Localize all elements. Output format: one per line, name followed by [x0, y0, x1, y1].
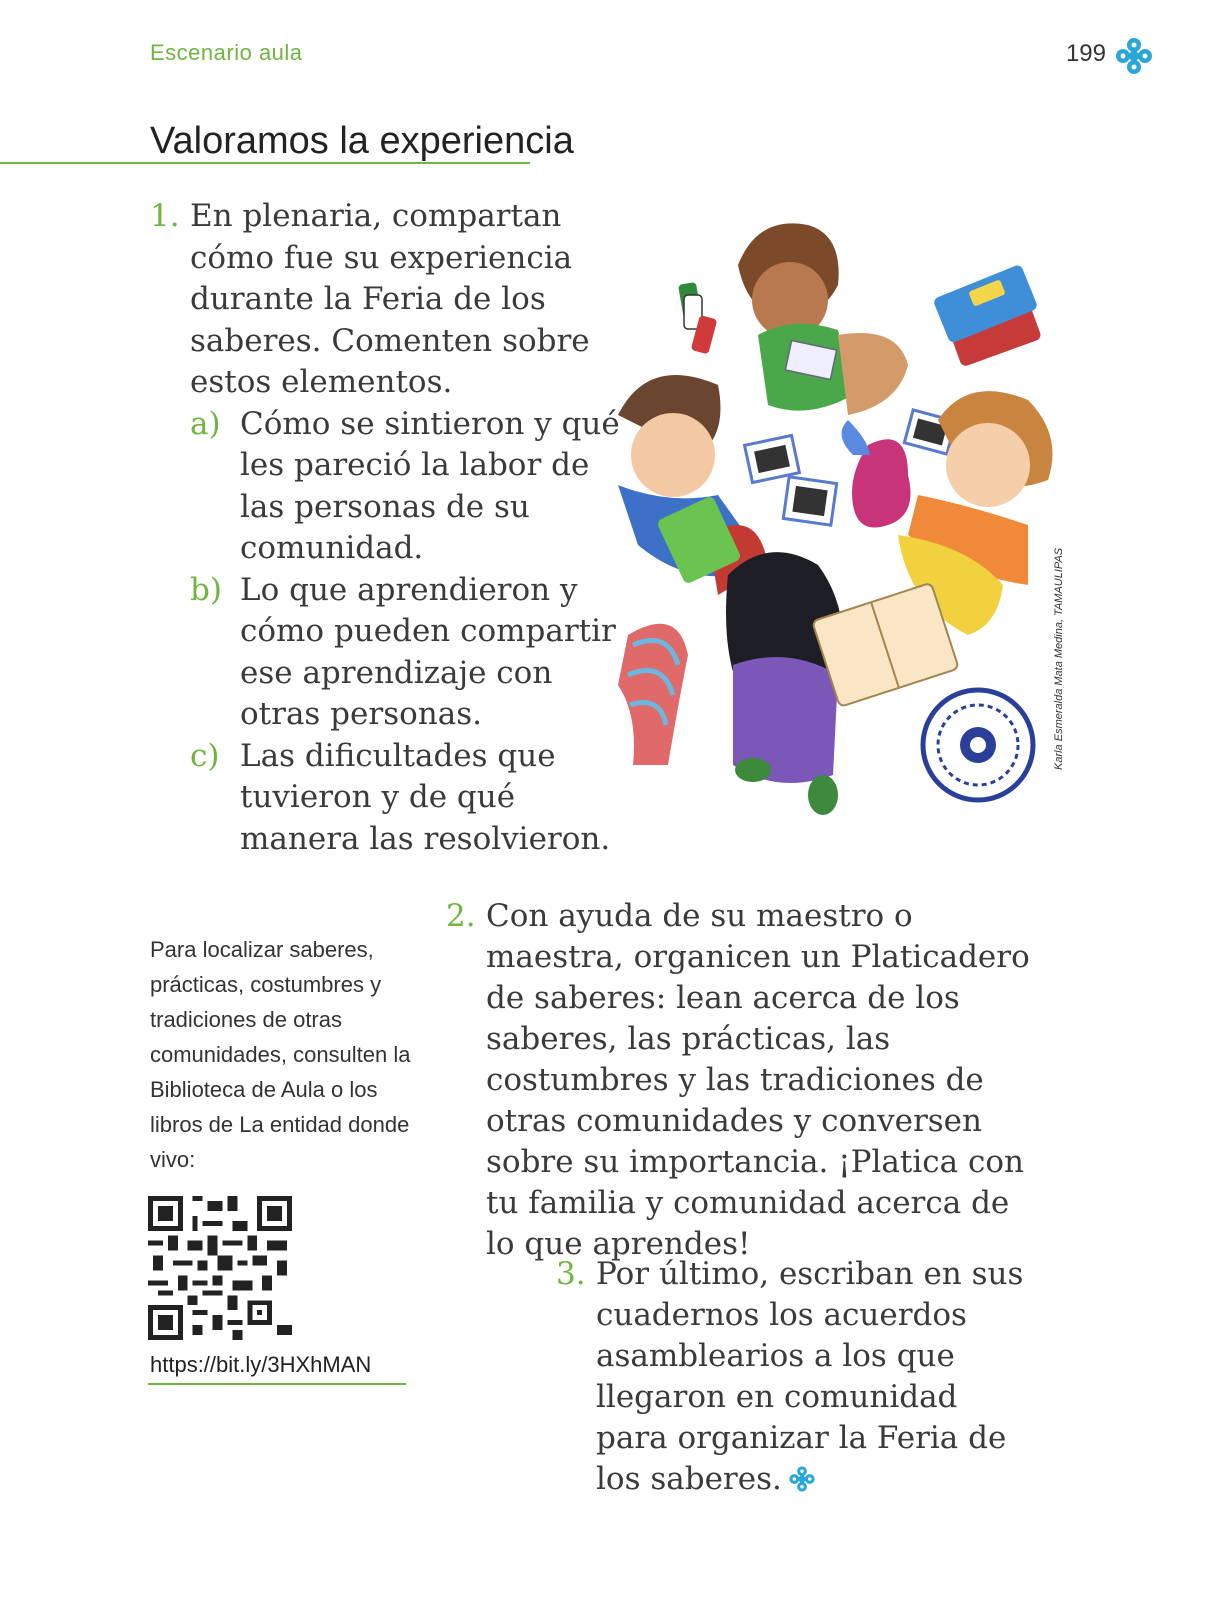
activity-2	[446, 896, 1046, 1265]
title-underline	[0, 162, 530, 164]
activity-text: Con ayuda de su maestro o maestra, organicen un Platicadero de saberes: lean acerca de los saberes, las prácticas, las costumbres y las tradiciones de otras comunidades y conversen sobre su importancia. ¡Platica con tu familia y comunidad acerca de lo que aprendes!	[486, 898, 1030, 1262]
girl-bottom	[726, 552, 959, 815]
subitem-letter: c)	[190, 737, 220, 774]
activity-text-container	[596, 1254, 1036, 1500]
subitem-b	[190, 570, 620, 736]
books-stack	[932, 264, 1042, 368]
sidebar-note: Para localizar saberes, prácticas, costumbres y tradiciones de otras comunidades, consulten la Biblioteca de Aula o los libros de La entidad donde vivo:	[150, 937, 411, 1172]
talavera-plate	[923, 690, 1033, 800]
subitem-a	[190, 404, 620, 570]
activity-text: En plenaria, compartan cómo fue su experiencia durante la Feria de los saberes. Comenten sobre estos elementos.	[190, 198, 590, 400]
subitem-text: Cómo se sintieron y qué les pareció la labor de las personas de su comunidad.	[240, 405, 620, 566]
activity-1	[150, 196, 620, 860]
section-label: Escenario aula	[150, 40, 303, 65]
qr-code[interactable]	[148, 1196, 292, 1340]
activity-number: 1.	[150, 198, 180, 234]
activity-number: 3.	[556, 1256, 586, 1292]
activity-text: Por último, escriban en sus cuadernos los acuerdos asamblearios a los que llegaron en comunidad para organizar la Feria de los saberes.	[596, 1256, 1024, 1497]
girl-top	[738, 223, 908, 415]
subitem-text: Lo que aprendieron y cómo pueden compartir ese aprendizaje con otras personas.	[240, 571, 616, 732]
page-number: 199	[1065, 40, 1106, 67]
subitem-letter: b)	[190, 571, 222, 608]
link-underline	[148, 1383, 406, 1385]
flower-icon	[1114, 36, 1154, 76]
children-reading-illustration	[608, 205, 1063, 825]
flag-pieces	[678, 282, 717, 355]
activity-3	[556, 1254, 1036, 1500]
striped-rebozo	[618, 624, 688, 765]
illustration-credit: Karla Esmeralda Mata Medina, TAMAULIPAS	[1053, 547, 1065, 770]
resource-link[interactable]: https://bit.ly/3HXhMAN	[150, 1352, 372, 1377]
page-title: Valoramos la experiencia	[150, 120, 574, 162]
subitem-letter: a)	[190, 405, 221, 442]
toy-dragon	[842, 420, 911, 528]
flower-icon	[788, 1465, 816, 1493]
subitem-c	[190, 736, 620, 861]
subitem-text: Las dificultades que tuvieron y de qué manera las resolvieron.	[240, 737, 611, 857]
activity-number: 2.	[446, 898, 476, 934]
